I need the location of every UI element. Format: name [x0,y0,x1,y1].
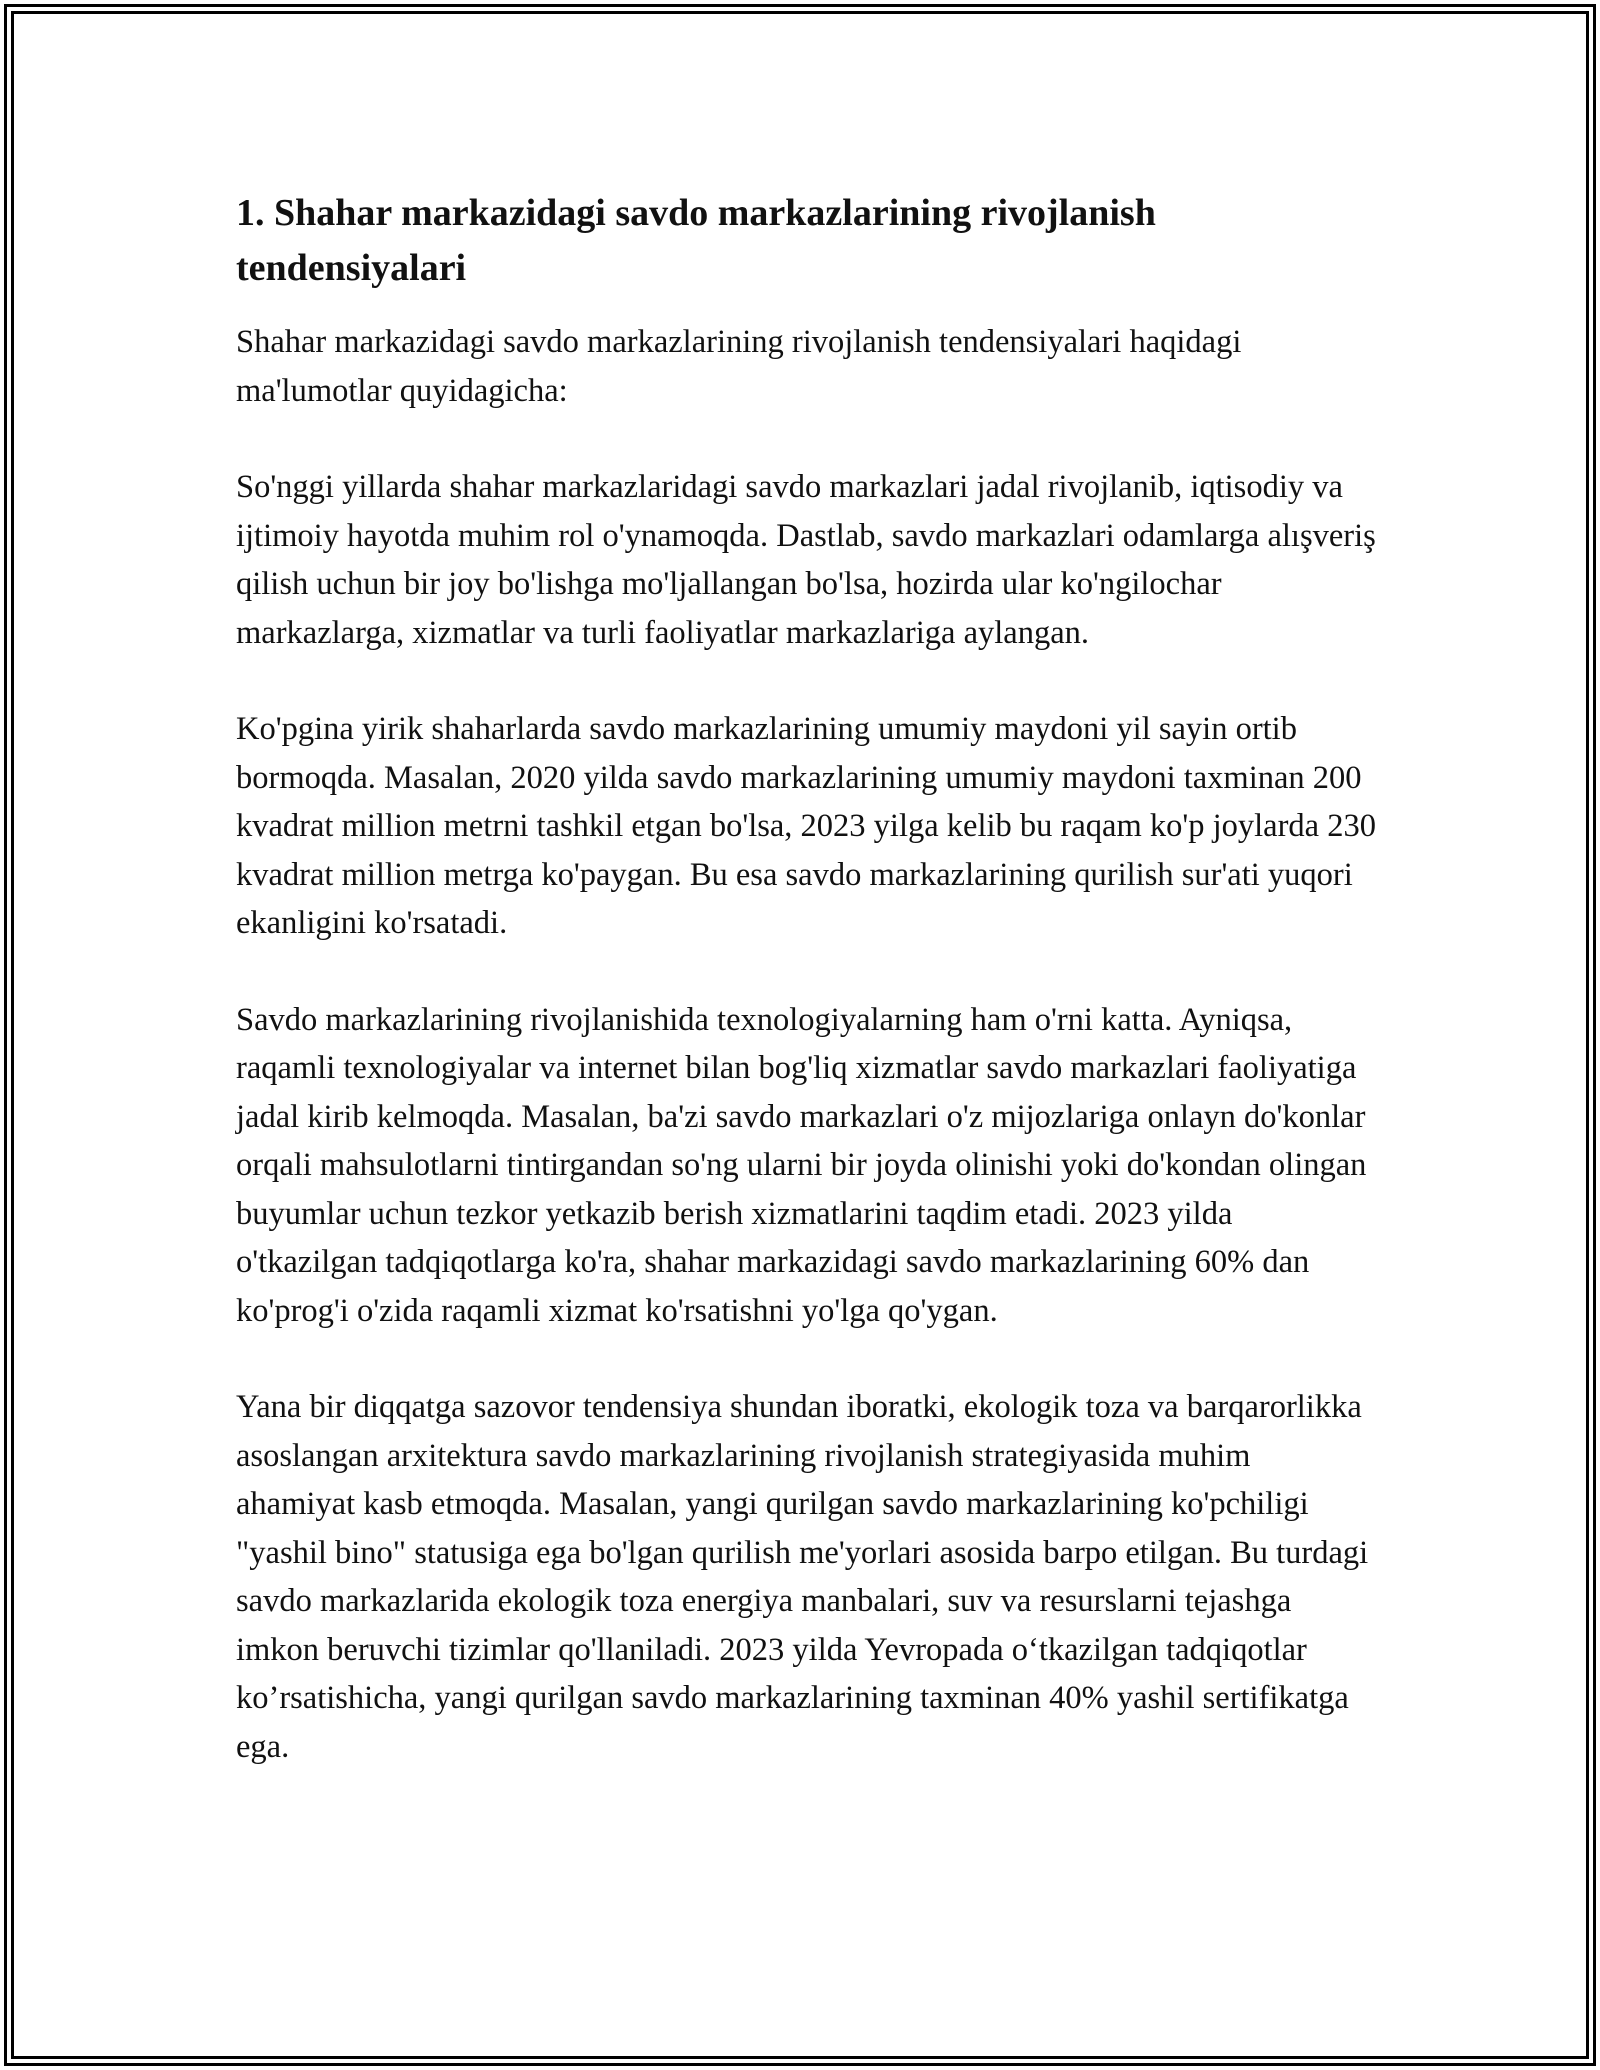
paragraph-ecology: Yana bir diqqatga sazovor tendensiya shundan iboratki, ekologik toza va barqarorlikka asoslangan arxitektura savdo markazlarining rivojlanish strategiyasida muhim ahamiyat kasb etmoqda. Masalan, yangi qurilgan savdo markazlarining ko'pchiligi "yashil bino" statusiga ega bo'lgan qurilish me'yorlari asosida barpo etilgan. Bu turdagi savdo markazlarida ekologik toza energiya manbalari, suv va resurslarni tejashga imkon beruvchi tizimlar qo'llaniladi. 2023 yilda Yevropada o‘tkazilgan tadqiqotlar ko’rsatishicha, yangi qurilgan savdo markazlarining taxminan 40% yashil sertifikatga ega. [236,1389,1369,1765]
section-title: 1. Shahar markazidagi savdo markazlarining rivojlanish tendensiyalari [236,192,1156,289]
paragraph-technology: Savdo markazlarining rivojlanishida texnologiyalarning ham o'rni katta. Ayniqsa, raqamli texnologiyalar va internet bilan bog'liq xizmatlar savdo markazlari faoliyatiga jadal kirib kelmoqda. Masalan, ba'zi savdo markazlari o'z mijozlariga onlayn do'konlar orqali mahsulotlarni tintirgandan so'ng ularni bir joyda olinishi yoki do'kondan olingan buyumlar uchun tezkor yetkazib berish xizmatlarini taqdim etadi. 2023 yilda o'tkazilgan tadqiqotlarga ko'ra, shahar markazidagi savdo markazlarining 60% dan ko'prog'i o'zida raqamli xizmat ko'rsatishni yo'lga qo'ygan. [236,1001,1367,1329]
document-body [236,186,1376,1819]
paragraph-intro: Shahar markazidagi savdo markazlarining rivojlanish tendensiyalari haqidagi ma'lumotlar quyidagicha: [236,324,1242,409]
paragraph-development: So'nggi yillarda shahar markazlaridagi savdo markazlari jadal rivojlanib, iqtisodiy va ijtimoiy hayotda muhim rol o'ynamoqda. Dastlab, savdo markazlari odamlarga alışveriş qilish uchun bir joy bo'lishga mo'ljallangan bo'lsa, hozirda ular ko'ngilochar markazlarga, xizmatlar va turli faoliyatlar markazlariga aylangan. [236,469,1376,651]
paragraph-area-growth: Ko'pgina yirik shaharlarda savdo markazlarining umumiy maydoni yil sayin ortib bormoqda. Masalan, 2020 yilda savdo markazlarining umumiy maydoni taxminan 200 kvadrat million metrni tashkil etgan bo'lsa, 2023 yilga kelib bu raqam ko'p joylarda 230 kvadrat million metrga ko'paygan. Bu esa savdo markazlarining qurilish sur'ati yuqori ekanligini ko'rsatadi. [236,711,1376,941]
